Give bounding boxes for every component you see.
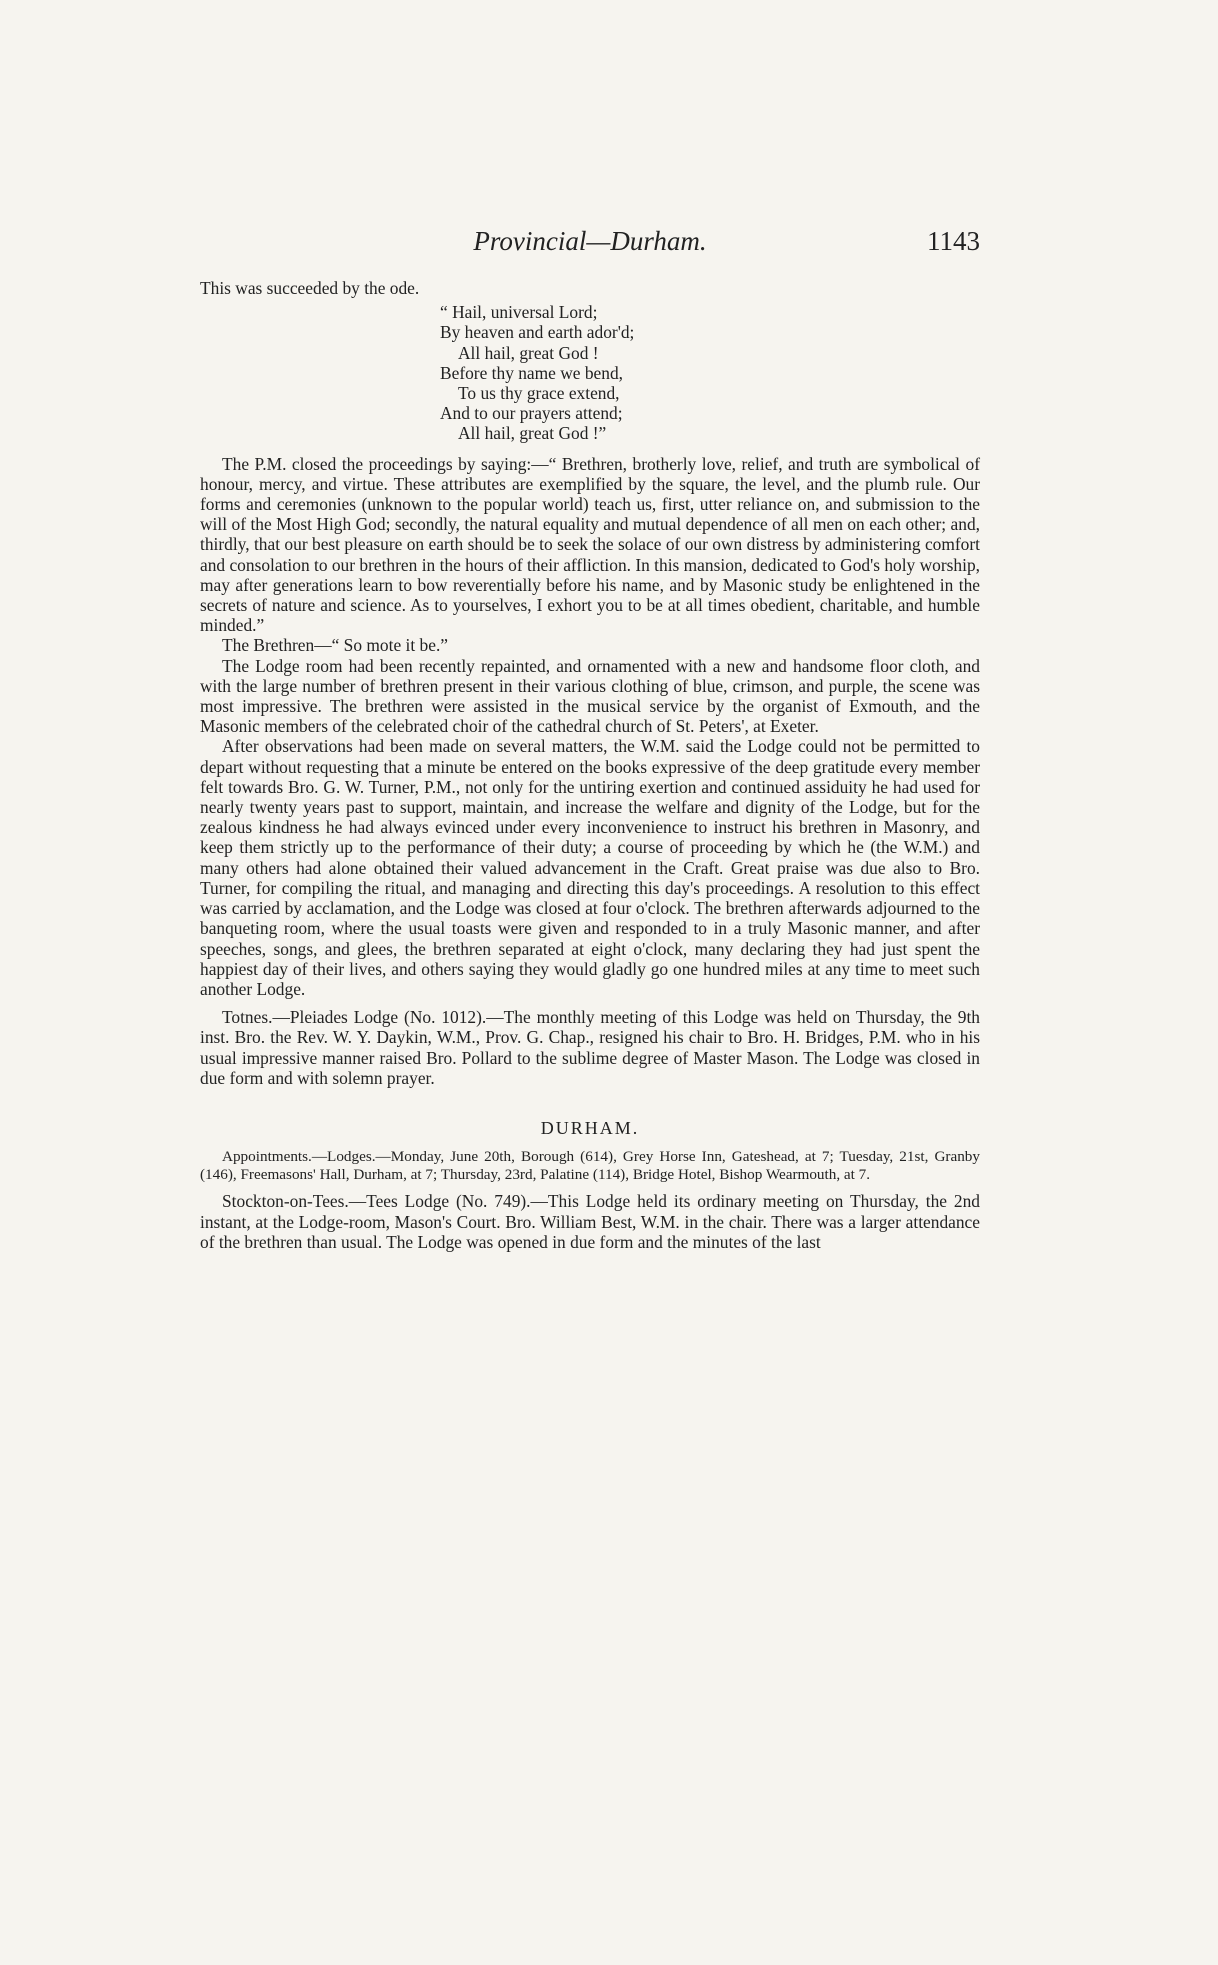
paragraph-stockton: Stockton-on-Tees.—Tees Lodge (No. 749).—This Lodge held its ordinary meeting on Thursday, the 2nd instant, at the Lodge-room, Mason's Court. Bro. William Best, W.M. in the chair. There was a larger attendance of the brethren than usual. The Lodge was opened in due form and the minutes of the last <box>200 1191 980 1252</box>
paragraph-lodge-room: The Lodge room had been recently repainted, and ornamented with a new and handsome floor cloth, and with the large number of brethren present in their various clothing of blue, crimson, and purple, the scene was most impressive. The brethren were assisted in the musical service by the organist of Exmouth, and the Masonic members of the celebrated choir of the cathedral church of St. Peters', at Exeter. <box>200 655 980 737</box>
ode-line: Before thy name we bend, <box>440 362 624 383</box>
ode-line: All hail, great God ! <box>458 342 599 363</box>
paragraph-pm-closing: The P.M. closed the proceedings by saying:—“ Brethren, brotherly love, relief, and truth are symbolical of honour, mercy, and virtue. These attributes are exemplified by the square, the level, and the plumb rule. Our forms and ceremonies (unknown to the popular world) teach us, first, utter reliance on, and submission to the will of the Most High God; secondly, the natural equality and mutual dependence of all men on each other; and, thirdly, that our best pleasure on earth should be to seek the solace of our own distress by administering comfort and consolation to our brethren in the hours of their affliction. In this mansion, dedicated to God's holy worship, may after generations learn to bow reverentially before his name, and by Masonic study be enlightened in the secrets of nature and science. As to yourselves, I exhort you to be at all times obedient, charitable, and humble minded.” <box>200 453 980 636</box>
page-number: 1143 <box>927 226 980 256</box>
section-heading-durham: DURHAM. <box>540 1117 640 1138</box>
ode-line: By heaven and earth ador'd; <box>440 322 635 343</box>
paragraph-totnes: Totnes.—Pleiades Lodge (No. 1012).—The monthly meeting of this Lodge was held on Thursday, the 9th inst. Bro. the Rev. W. Y. Daykin, W.M., Prov. G. Chap., resigned his chair to Bro. H. Bridges, P.M. who in his usual impressive manner raised Bro. Pollard to the sublime degree of Master Mason. The Lodge was closed in due form and with solemn prayer. <box>200 1007 980 1088</box>
paragraph-observations: After observations had been made on several matters, the W.M. said the Lodge could not be permitted to depart without requesting that a minute be entered on the books expressive of the deep gratitude every member felt towards Bro. G. W. Turner, P.M., not only for the untiring exertion and continued assiduity he had used for nearly twenty years past to support, maintain, and increase the welfare and dignity of the Lodge, but for the zealous kindness he had always evinced under every inconvenience to instruct his brethren in Masonry, and keep them strictly up to the performance of their duty; a course of proceeding by which he (the W.M.) and many others had alone obtained their valued advancement in the Craft. Great praise was due also to Bro. Turner, for compiling the ritual, and managing and directing this day's proceedings. A resolution to this effect was carried by acclamation, and the Lodge was closed at four o'clock. The brethren afterwards adjourned to the banqueting room, where the usual toasts were given and responded to in a truly Masonic manner, and after speeches, songs, and glees, the brethren separated at eight o'clock, many declaring they had just spent the happiest day of their lives, and others saying they would gladly go one hundred miles at any time to meet such another Lodge. <box>200 736 980 999</box>
ode-line: “ Hail, universal Lord; <box>440 302 598 323</box>
ode-verse <box>440 302 980 443</box>
ode-line: All hail, great God !” <box>458 423 607 444</box>
paragraph-brethren-response: The Brethren—“ So mote it be.” <box>222 635 449 656</box>
ode-line: To us thy grace extend, <box>458 383 620 404</box>
running-header <box>200 222 980 266</box>
paragraph-appointments: Appointments.—Lodges.—Monday, June 20th, Borough (614), Grey Horse Inn, Gateshead, at 7; Tuesday, 21st, Granby (146), Freemasons' Hall, Durham, at 7; Thursday, 23rd, Palatine (114), Bridge Hotel, Bishop Wearmouth, at 7. <box>200 1148 980 1183</box>
running-title: Provincial—Durham. <box>473 226 707 256</box>
ode-line: And to our prayers attend; <box>440 403 623 424</box>
intro-line: This was succeeded by the ode. <box>200 278 420 298</box>
article-body <box>200 278 980 1252</box>
